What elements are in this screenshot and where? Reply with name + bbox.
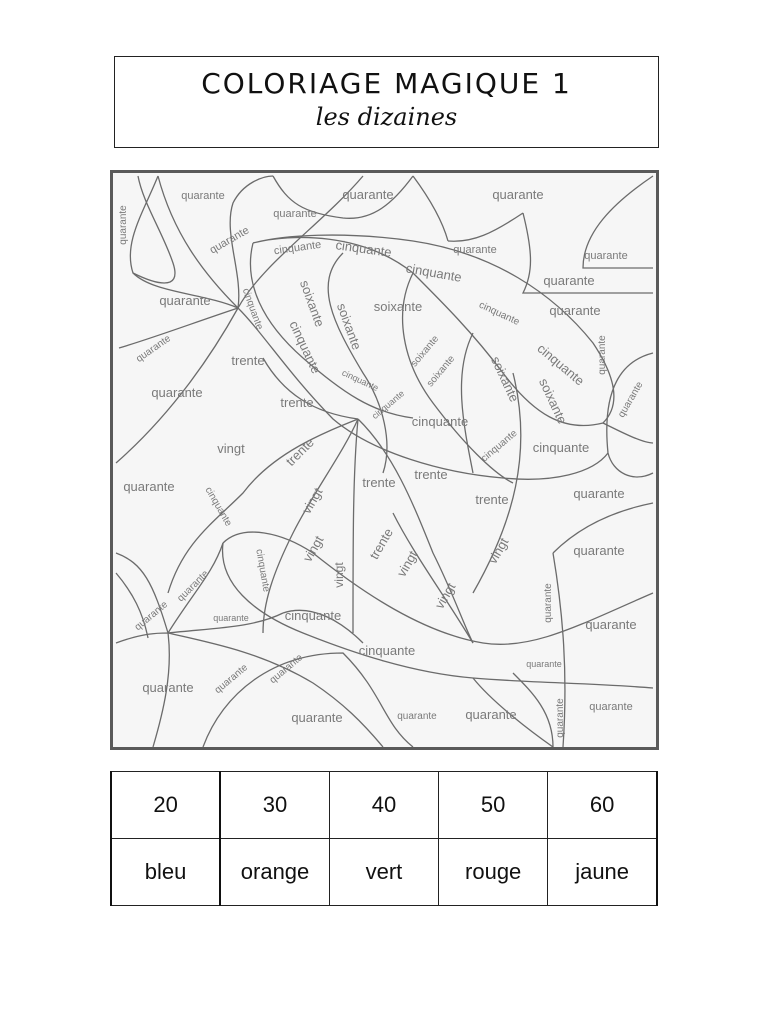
region-label: vingt	[332, 562, 346, 588]
region-label: quarante	[597, 335, 608, 375]
region-label: trente	[231, 353, 265, 368]
region-label: trente	[362, 475, 396, 490]
region-label: cinquante	[286, 318, 324, 376]
region-label: quarante	[585, 617, 637, 632]
region-label: vingt	[393, 548, 421, 580]
coloring-drawing	[113, 173, 656, 747]
key-color: rouge	[439, 839, 548, 906]
region-label: soixante	[488, 353, 523, 405]
region-label: quarante	[342, 187, 394, 202]
region-label: quarante	[526, 659, 562, 669]
region-label: quarante	[616, 379, 646, 420]
key-color: bleu	[111, 839, 220, 906]
region-label: soixante	[536, 375, 571, 427]
region-label: cinquante	[479, 427, 520, 465]
region-label: quarante	[589, 701, 633, 713]
region-outline	[607, 353, 653, 477]
region-label: quarante	[573, 543, 625, 558]
key-number: 40	[329, 772, 438, 839]
region-label: vingt	[484, 535, 512, 567]
region-label: quarante	[555, 698, 566, 738]
region-outline	[328, 253, 387, 473]
region-label: soixante	[408, 333, 442, 370]
region-label: quarante	[212, 662, 251, 696]
region-outline	[203, 653, 413, 747]
region-label: quarante	[453, 244, 497, 256]
region-label: cinquante	[477, 299, 522, 328]
region-label: quarante	[213, 613, 249, 623]
region-label: quarante	[397, 711, 437, 722]
region-label: cinquante	[239, 286, 265, 332]
region-outline	[353, 419, 358, 633]
region-label: trente	[366, 525, 396, 562]
region-label: cinquante	[334, 237, 393, 260]
region-label: cinquante	[340, 367, 381, 394]
region-label: quarante	[151, 385, 203, 400]
region-label: trente	[475, 492, 509, 507]
key-number: 30	[220, 772, 329, 839]
region-label: soixante	[333, 301, 365, 352]
region-outline	[358, 419, 473, 643]
region-outlines	[116, 176, 653, 747]
region-label: quarante	[549, 303, 601, 318]
color-key-table	[110, 771, 658, 906]
region-outline	[133, 176, 175, 283]
region-label: quarante	[181, 190, 225, 202]
region-outline	[513, 673, 553, 747]
region-outline	[413, 176, 448, 241]
region-label: cinquante	[411, 414, 469, 429]
region-label: cinquante	[202, 485, 234, 529]
region-label: quarante	[142, 680, 194, 695]
region-outline	[119, 308, 238, 348]
region-label: soixante	[373, 299, 423, 314]
region-label: quarante	[573, 486, 625, 501]
key-number: 50	[439, 772, 548, 839]
region-label: vingt	[217, 441, 245, 456]
region-outline	[603, 423, 653, 443]
region-label: quarante	[291, 710, 343, 725]
region-label: vingt	[298, 485, 326, 517]
region-label: quarante	[134, 333, 173, 365]
region-label: quarante	[207, 224, 252, 257]
region-label: vingt	[299, 533, 327, 565]
region-label: soixante	[296, 278, 328, 329]
region-label: quarante	[159, 293, 211, 308]
region-label: quarante	[543, 273, 595, 288]
coloring-picture	[110, 170, 659, 750]
region-label: quarante	[267, 652, 306, 686]
region-label: cinquante	[273, 238, 323, 258]
region-label: quarante	[543, 583, 554, 623]
region-outline	[461, 333, 473, 473]
key-color: orange	[220, 839, 329, 906]
region-label: cinquante	[284, 608, 342, 623]
region-label: cinquante	[358, 643, 416, 658]
key-colors-row	[111, 839, 657, 906]
key-numbers-row	[111, 772, 657, 839]
page-subtitle: les dizaines	[315, 103, 458, 131]
region-label: quarante	[465, 707, 517, 722]
region-label: vingt	[431, 580, 459, 612]
region-label: trente	[282, 434, 317, 469]
region-label: cinquante	[534, 340, 588, 389]
region-outline	[448, 213, 523, 241]
region-label: quarante	[123, 479, 175, 494]
region-outline	[158, 176, 608, 479]
region-label: quarante	[584, 250, 628, 262]
region-label: cinquante	[369, 388, 407, 422]
region-label: quarante	[132, 599, 171, 633]
region-label: trente	[414, 467, 448, 482]
region-labels	[118, 187, 646, 738]
region-label: cinquante	[404, 260, 463, 285]
region-label: quarante	[273, 208, 317, 220]
region-label: soixante	[424, 353, 458, 390]
region-label: cinquante	[532, 440, 590, 455]
page-title: COLORIAGE MAGIQUE 1	[201, 67, 572, 100]
region-label: cinquante	[253, 548, 272, 593]
region-label: quarante	[492, 187, 544, 202]
region-label: quarante	[175, 568, 212, 605]
region-label: trente	[280, 395, 314, 410]
key-color: jaune	[548, 839, 657, 906]
key-number: 20	[111, 772, 220, 839]
key-number: 60	[548, 772, 657, 839]
key-color: vert	[329, 839, 438, 906]
region-label: quarante	[118, 205, 129, 245]
title-box	[114, 56, 659, 148]
